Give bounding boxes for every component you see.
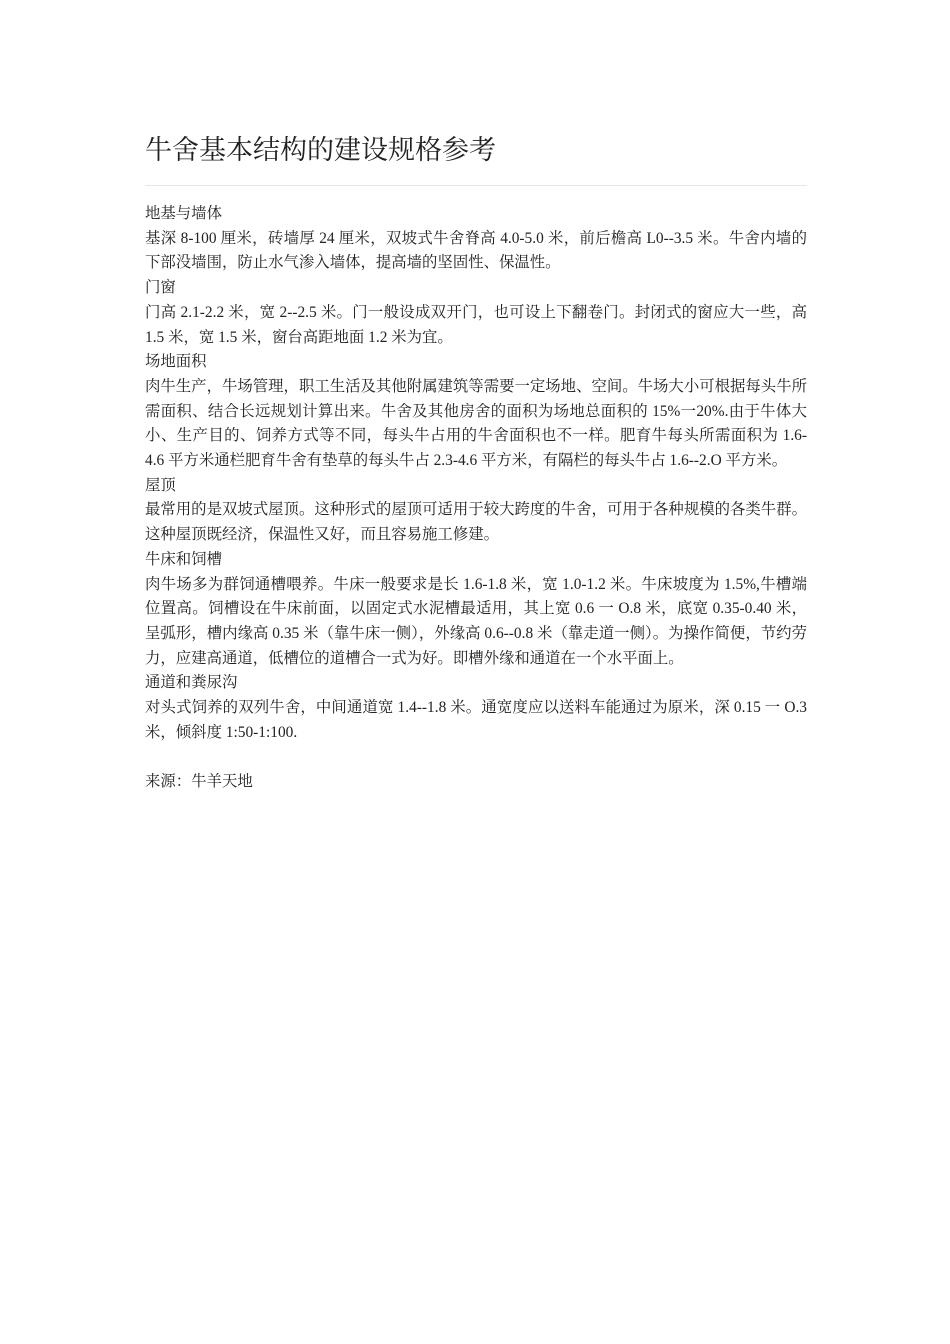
section-body-foundation: 基深 8-100 厘米，砖墙厚 24 厘米，双坡式牛舍脊高 4.0-5.0 米，前后檐高 L0--3.5 米。牛舍内墙的下部没墙围，防止水气渗入墙体，提高墙的坚固性、保温性。: [145, 229, 807, 272]
section-body-site-area: 肉牛生产，牛场管理，职工生活及其他附属建筑等需要一定场地、空间。牛场大小可根据每头牛所需面积、结合长远规划计算出来。牛舍及其他房舍的面积为场地总面积的 15%一20%.由于牛体大小、生产目的、饲养方式等不同，每头牛占用的牛舍面积也不一样。肥育牛每头所需面积为 1.6-4.6 平方米通栏肥育牛舍有垫草的每头牛占 2.3-4.6 平方米，有隔栏的每头牛占 1.6--2.O 平方米。: [145, 377, 807, 470]
section-heading-site-area: 场地面积: [145, 353, 207, 371]
section-heading-foundation: 地基与墙体: [145, 205, 222, 222]
section-body-roof: 最常用的是双坡式屋顶。这种形式的屋顶可适用于较大跨度的牛舍，可用于各种规模的各类牛群。这种屋顶既经济，保温性又好，而且容易施工修建。: [145, 501, 807, 544]
section-heading-roof: 屋顶: [145, 476, 176, 494]
article-content: [145, 202, 807, 745]
document-page: [145, 128, 807, 810]
page-title: 牛舍基本结构的建设规格参考: [145, 135, 496, 165]
section-heading-aisle-gutter: 通道和粪尿沟: [145, 674, 238, 692]
source-credit: 来源：牛羊天地: [145, 773, 253, 791]
section-heading-doors-windows: 门窗: [145, 279, 176, 297]
section-body-aisle-gutter: 对头式饲养的双列牛舍，中间通道宽 1.4--1.8 米。通宽度应以送料车能通过为原米，深 0.15 一 O.3 米，倾斜度 1:50-1:100.: [145, 699, 807, 741]
section-body-stall-trough: 肉牛场多为群饲通槽喂养。牛床一般要求是长 1.6-1.8 米，宽 1.0-1.2 米。牛床坡度为 1.5%,牛槽端位置高。饲槽设在牛床前面，以固定式水泥槽最适用，其上宽 0.6 一 O.8 米，底宽 0.35-0.40 米，呈弧形，槽内缘高 0.35 米（靠牛床一侧），外缘高 0.6--0.8 米（靠走道一侧）。为操作简便，节约劳力，应建高通道，低槽位的道槽合一式为好。即槽外缘和通道在一个水平面上。: [145, 575, 807, 667]
section-heading-stall-trough: 牛床和饲槽: [145, 550, 222, 568]
title-divider: [145, 185, 807, 186]
section-body-doors-windows: 门高 2.1-2.2 米，宽 2--2.5 米。门一般设成双开门，也可设上下翻卷门。封闭式的窗应大一些，高 1.5 米，宽 1.5 米，窗台高距地面 1.2 米为宜。: [145, 303, 807, 346]
